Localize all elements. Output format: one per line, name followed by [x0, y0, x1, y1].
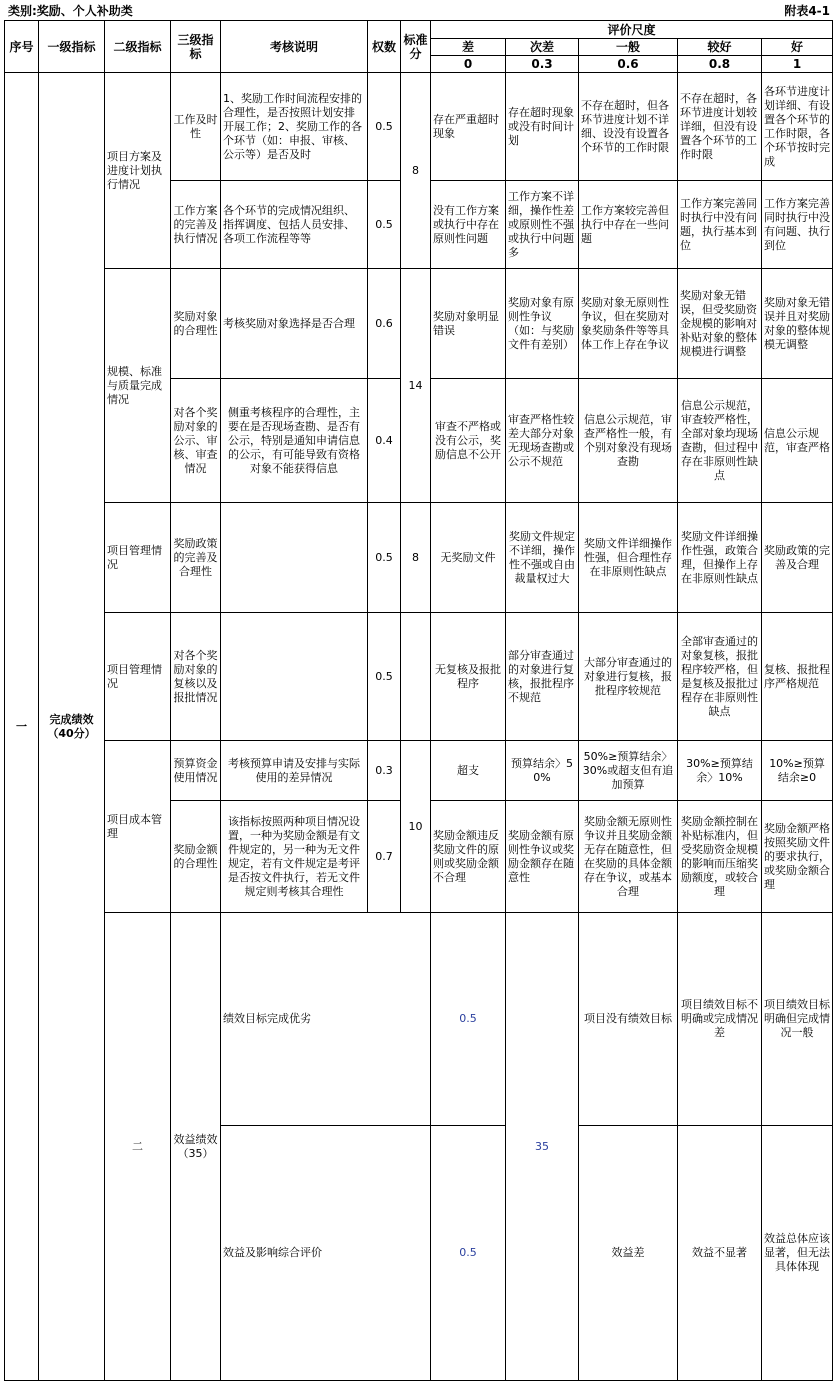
level2-cell: 项目成本管理	[105, 741, 171, 913]
grade-value: 1	[762, 56, 833, 73]
document-header	[0, 0, 838, 20]
grade-cell: 工作方案完善同时执行中没有问题、执行到位	[762, 181, 833, 269]
grade-cell: 超支	[431, 741, 506, 801]
grade-cell: 无奖励文件	[431, 503, 506, 613]
grade-cell: 没有工作方案或执行中存在原则性问题	[431, 181, 506, 269]
description-cell: 考核预算申请及安排与实际使用的差异情况	[221, 741, 368, 801]
evaluation-table	[4, 20, 833, 1381]
col-level1: 一级指标	[39, 21, 105, 73]
grade-cell: 奖励对象无原则性争议，但在奖励对象奖励条件等等具体工作上存在争议	[579, 269, 678, 379]
standard-cell: 8	[401, 503, 431, 613]
grade-cell: 审查不严格或没有公示，奖励信息不公开	[431, 379, 506, 503]
col-weight: 权数	[368, 21, 401, 73]
level3-cell: 奖励政策的完善及合理性	[171, 503, 221, 613]
grade-cell: 奖励文件详细操作性强，但合理性存在非原则性缺点	[579, 503, 678, 613]
standard-cell	[401, 613, 431, 741]
standard-cell: 8	[401, 73, 431, 269]
category-label: 类别:奖励、个人补助类	[8, 4, 133, 18]
col-seq: 序号	[5, 21, 39, 73]
grade-cell: 项目绩效目标不明确或完成情况差	[678, 913, 762, 1126]
grade-label: 好	[762, 39, 833, 56]
col-level3: 三级指标	[171, 21, 221, 73]
grade-cell: 不存在超时，但各环节进度计划不详细、设没有设置各个环节的工作时限	[579, 73, 678, 181]
weight-cell: 0.5	[431, 1126, 506, 1381]
grade-cell: 审查严格性较差大部分对象无现场查勘或公示不规范	[506, 379, 579, 503]
weight-cell: 0.5	[431, 913, 506, 1126]
grade-cell: 项目没有绩效目标	[579, 913, 678, 1126]
grade-value: 0	[431, 56, 506, 73]
level3-cell: 工作方案的完善及执行情况	[171, 181, 221, 269]
grade-cell: 效益不显著	[678, 1126, 762, 1381]
grade-cell: 大部分审查通过的对象进行复核，报批程序较规范	[579, 613, 678, 741]
table-row	[5, 73, 833, 181]
grade-cell: 无复核及报批程序	[431, 613, 506, 741]
description-cell	[221, 613, 368, 741]
grade-cell: 50%≥预算结余〉30%或超支但有追加预算	[579, 741, 678, 801]
grade-cell: 工作方案较完善但执行中存在一些问题	[579, 181, 678, 269]
level3-cell: 奖励金额的合理性	[171, 801, 221, 913]
grade-cell: 项目绩效目标明确但完成情况一般	[762, 913, 833, 1126]
col-standard: 标准分	[401, 21, 431, 73]
grade-cell: 奖励对象无错误并且对奖励对象的整体规模无调整	[762, 269, 833, 379]
grade-cell: 信息公示规范，审查严格	[762, 379, 833, 503]
description-cell	[221, 503, 368, 613]
grade-label: 差	[431, 39, 506, 56]
grade-cell: 效益差	[579, 1126, 678, 1381]
weight-cell: 0.5	[368, 181, 401, 269]
table-row	[5, 503, 833, 613]
grade-cell: 存在超时现象或没有时间计划	[506, 73, 579, 181]
grade-cell: 工作方案不详细，操作性差或原则性不强或执行中问题多	[506, 181, 579, 269]
level3-cell: 对各个奖励对象的复核以及报批情况	[171, 613, 221, 741]
grade-cell: 奖励对象无错误，但受奖励资金规模的影响对补贴对象的整体规模进行调整	[678, 269, 762, 379]
description-cell: 考核奖励对象选择是否合理	[221, 269, 368, 379]
grade-cell: 部分审查通过的对象进行复核，报批程序不规范	[506, 613, 579, 741]
section-name: 完成绩效（40分）	[39, 73, 105, 1381]
grade-value: 0.8	[678, 56, 762, 73]
table-row	[5, 613, 833, 741]
grade-label: 较好	[678, 39, 762, 56]
grade-cell: 存在严重超时现象	[431, 73, 506, 181]
weight-cell: 0.5	[368, 73, 401, 181]
description-cell: 各个环节的完成情况组织、指挥调度、包括人员安排、各项工作流程等等	[221, 181, 368, 269]
grade-cell: 各环节进度计划详细、有设置各个环节的工作时限，各个环节按时完成	[762, 73, 833, 181]
grade-label: 一般	[579, 39, 678, 56]
grade-cell: 预算结余〉50%	[506, 741, 579, 801]
col-description: 考核说明	[221, 21, 368, 73]
grade-cell: 全部审查通过的对象复核，报批程序较严格，但是复核及报批过程存在非原则性缺点	[678, 613, 762, 741]
level3-cell: 工作及时性	[171, 73, 221, 181]
level2-cell: 规模、标准与质量完成情况	[105, 269, 171, 503]
grade-cell: 奖励金额严格按照奖励文件的要求执行，或奖励金额合理	[762, 801, 833, 913]
level3-cell: 预算资金使用情况	[171, 741, 221, 801]
table-row	[5, 741, 833, 801]
grade-value: 0.6	[579, 56, 678, 73]
grade-cell: 信息公示规范，审查较严格性，全部对象均现场查勘，但过程中存在非原则性缺点	[678, 379, 762, 503]
description-cell: 1、奖励工作时间流程安排的合理性，是否按照计划安排开展工作；2、奖励工作的各个环节（如：申报、审核、公示等）是否及时	[221, 73, 368, 181]
section-name: 效益绩效（35）	[171, 913, 221, 1381]
grade-cell: 不存在超时，各环节进度计划较详细，但没有设置各个环节的工作时限	[678, 73, 762, 181]
grade-cell: 奖励对象明显错误	[431, 269, 506, 379]
standard-cell: 10	[401, 741, 431, 913]
level2-cell: 效益及影响综合评价	[221, 1126, 431, 1381]
grade-cell: 奖励政策的完善及合理	[762, 503, 833, 613]
grade-label: 次差	[506, 39, 579, 56]
standard-cell: 14	[401, 269, 431, 503]
weight-cell: 0.5	[368, 613, 401, 741]
section-seq: 一	[5, 73, 39, 1381]
level2-cell: 绩效目标完成优劣	[221, 913, 431, 1126]
grade-cell: 信息公示规范，审查严格性一般，有个别对象没有现场查勘	[579, 379, 678, 503]
weight-cell: 0.4	[368, 379, 401, 503]
appendix-label: 附表4-1	[784, 4, 830, 18]
col-scale: 评价尺度	[431, 21, 833, 39]
section-seq: 二	[105, 913, 171, 1381]
col-level2: 二级指标	[105, 21, 171, 73]
table-row	[5, 269, 833, 379]
description-cell: 该指标按照两种项目情况设置，一种为奖励金额是有文件规定的，另一种为无文件规定，若有文件规定是考评是否按文件执行，若无文件规定则考核其合理性	[221, 801, 368, 913]
grade-value: 0.3	[506, 56, 579, 73]
grade-cell: 奖励对象有原则性争议（如：与奖励文件有差别）	[506, 269, 579, 379]
weight-cell: 0.6	[368, 269, 401, 379]
table-row	[5, 913, 833, 1126]
description-cell: 侧重考核程序的合理性，主要在是否现场查勘、是否有公示，特别是通知申请信息的公示，有可能导致有资格对象不能获得信息	[221, 379, 368, 503]
grade-cell: 奖励文件规定不详细，操作性不强或自由裁量权过大	[506, 503, 579, 613]
level2-cell: 项目方案及进度计划执行情况	[105, 73, 171, 269]
grade-cell: 10%≥预算结余≥0	[762, 741, 833, 801]
grade-cell: 奖励金额控制在补贴标准内，但受奖励资金规模的影响而压缩奖励额度，或较合理	[678, 801, 762, 913]
weight-cell: 0.5	[368, 503, 401, 613]
level3-cell: 奖励对象的合理性	[171, 269, 221, 379]
weight-cell: 0.7	[368, 801, 401, 913]
grade-cell: 复核、报批程序严格规范	[762, 613, 833, 741]
grade-cell: 工作方案完善同时执行中没有问题，执行基本到位	[678, 181, 762, 269]
level2-cell: 项目管理情况	[105, 503, 171, 613]
grade-cell: 奖励金额无原则性争议并且奖励金额无存在随意性，但在奖励的具体金额存在争议，或基本合理	[579, 801, 678, 913]
grade-cell: 奖励金额有原则性争议或奖励金额存在随意性	[506, 801, 579, 913]
level2-cell: 项目管理情况	[105, 613, 171, 741]
level3-cell: 对各个奖励对象的公示、审核、审查情况	[171, 379, 221, 503]
grade-cell: 效益总体应该显著，但无法具体体现	[762, 1126, 833, 1381]
grade-cell: 奖励金额违反奖励文件的原则或奖励金额不合理	[431, 801, 506, 913]
grade-cell: 30%≥预算结余〉10%	[678, 741, 762, 801]
grade-cell: 奖励文件详细操作性强，政策合理，但操作上存在非原则性缺点	[678, 503, 762, 613]
standard-cell: 35	[506, 913, 579, 1381]
weight-cell: 0.3	[368, 741, 401, 801]
